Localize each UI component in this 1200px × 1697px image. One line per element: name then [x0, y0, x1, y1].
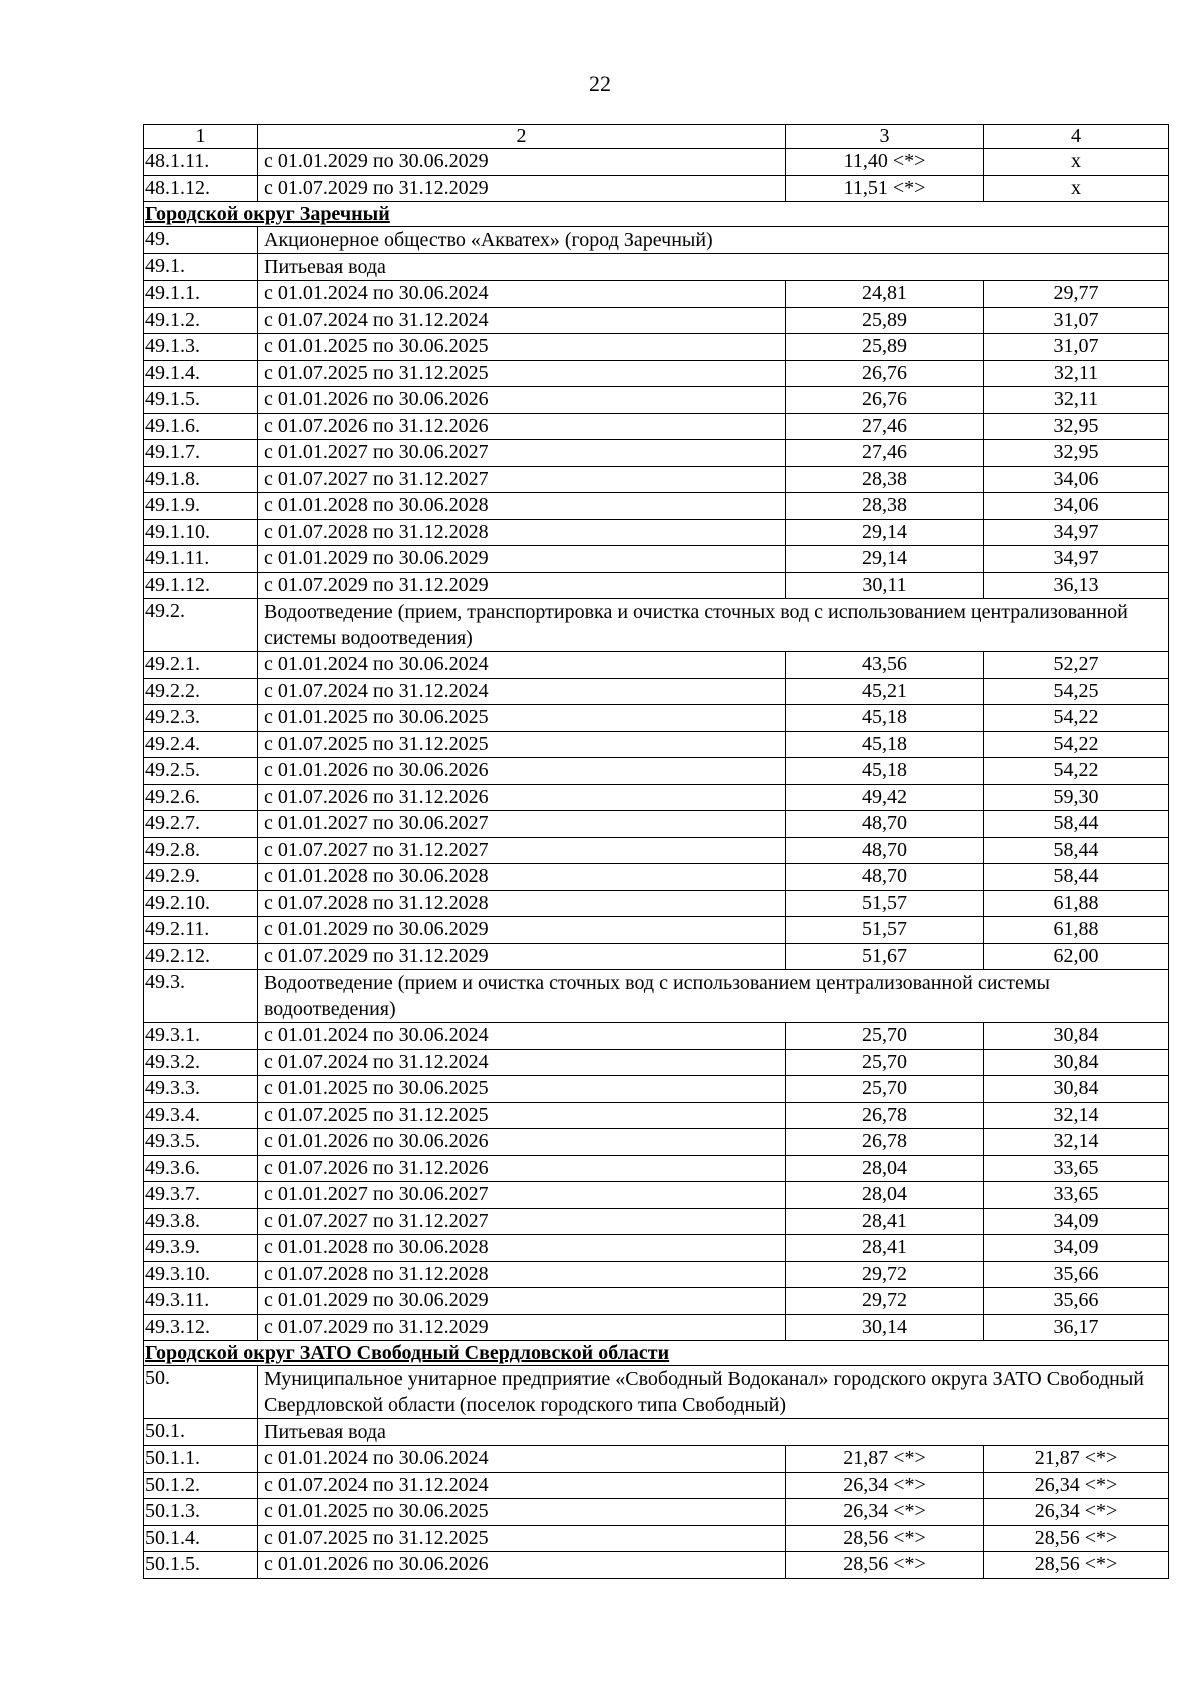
table-row	[144, 652, 1169, 679]
period-cell: с 01.01.2027 по 30.06.2027	[258, 1182, 786, 1209]
row-number: 49.3.2.	[144, 1049, 258, 1076]
table-row	[144, 1182, 1169, 1209]
period-cell: с 01.07.2024 по 31.12.2024	[258, 1472, 786, 1499]
row-number: 48.1.12.	[144, 175, 258, 202]
value-col4: 54,22	[984, 758, 1169, 785]
row-number: 49.3.	[144, 970, 258, 1023]
tariff-table-body	[144, 125, 1169, 1579]
table-row	[144, 1076, 1169, 1103]
row-number: 49.2.10.	[144, 890, 258, 917]
value-col4: 28,56 <*>	[984, 1525, 1169, 1552]
period-cell: с 01.01.2024 по 30.06.2024	[258, 1023, 786, 1050]
row-number: 49.2.5.	[144, 758, 258, 785]
table-row	[144, 1023, 1169, 1050]
row-number: 49.1.1.	[144, 281, 258, 308]
value-col4: 58,44	[984, 837, 1169, 864]
value-col3: 28,04	[786, 1182, 984, 1209]
period-cell: с 01.07.2027 по 31.12.2027	[258, 1208, 786, 1235]
period-cell: с 01.01.2027 по 30.06.2027	[258, 440, 786, 467]
value-col3: 21,87 <*>	[786, 1446, 984, 1473]
value-col4: 34,09	[984, 1208, 1169, 1235]
value-col4: 36,13	[984, 572, 1169, 599]
value-col4: 26,34 <*>	[984, 1472, 1169, 1499]
row-number: 49.3.5.	[144, 1129, 258, 1156]
table-row	[144, 546, 1169, 573]
row-number: 49.2.12.	[144, 943, 258, 970]
group-title: Акционерное общество «Акватех» (город Заречный)	[258, 227, 1169, 254]
value-col3: 30,11	[786, 572, 984, 599]
row-number: 49.3.6.	[144, 1155, 258, 1182]
row-number: 48.1.11.	[144, 149, 258, 176]
period-cell: с 01.07.2027 по 31.12.2027	[258, 837, 786, 864]
row-number: 49.2.11.	[144, 917, 258, 944]
tariff-table	[143, 124, 1169, 1579]
value-col4: 29,77	[984, 281, 1169, 308]
group-row	[144, 227, 1169, 254]
row-number: 49.2.6.	[144, 784, 258, 811]
value-col3: 26,76	[786, 387, 984, 414]
value-col4: 31,07	[984, 334, 1169, 361]
value-col3: 26,78	[786, 1102, 984, 1129]
value-col3: 51,57	[786, 917, 984, 944]
table-row	[144, 1314, 1169, 1341]
value-col3: 28,56 <*>	[786, 1525, 984, 1552]
row-number: 50.1.3.	[144, 1499, 258, 1526]
column-header-3: 3	[786, 125, 984, 149]
value-col4: 32,95	[984, 440, 1169, 467]
group-title: Водоотведение (прием и очистка сточных вод с использованием централизованной системы водоотведения)	[258, 970, 1169, 1023]
value-col4: 34,97	[984, 546, 1169, 573]
table-row	[144, 864, 1169, 891]
row-number: 49.2.4.	[144, 731, 258, 758]
table-row	[144, 705, 1169, 732]
value-col4: 26,34 <*>	[984, 1499, 1169, 1526]
row-number: 50.	[144, 1366, 258, 1419]
table-row	[144, 334, 1169, 361]
table-row	[144, 1102, 1169, 1129]
table-row	[144, 837, 1169, 864]
row-number: 49.3.12.	[144, 1314, 258, 1341]
value-col3: 45,18	[786, 758, 984, 785]
row-number: 49.2.3.	[144, 705, 258, 732]
value-col3: 26,34 <*>	[786, 1472, 984, 1499]
value-col4: 30,84	[984, 1023, 1169, 1050]
value-col3: 28,56 <*>	[786, 1552, 984, 1579]
table-row	[144, 1288, 1169, 1315]
value-col4: 32,14	[984, 1129, 1169, 1156]
row-number: 50.1.	[144, 1419, 258, 1446]
column-header-1: 1	[144, 125, 258, 149]
period-cell: с 01.07.2025 по 31.12.2025	[258, 360, 786, 387]
table-row	[144, 1261, 1169, 1288]
value-col3: 27,46	[786, 413, 984, 440]
section-title: Городской округ ЗАТО Свободный Свердловской области	[144, 1341, 1169, 1366]
row-number: 49.3.11.	[144, 1288, 258, 1315]
value-col3: 29,14	[786, 546, 984, 573]
value-col4: 34,09	[984, 1235, 1169, 1262]
column-header-4: 4	[984, 125, 1169, 149]
period-cell: с 01.01.2024 по 30.06.2024	[258, 1446, 786, 1473]
period-cell: с 01.01.2025 по 30.06.2025	[258, 334, 786, 361]
period-cell: с 01.01.2024 по 30.06.2024	[258, 281, 786, 308]
value-col4: 33,65	[984, 1182, 1169, 1209]
value-col3: 26,78	[786, 1129, 984, 1156]
table-row	[144, 149, 1169, 176]
period-cell: с 01.07.2024 по 31.12.2024	[258, 307, 786, 334]
value-col3: 25,70	[786, 1076, 984, 1103]
table-row	[144, 360, 1169, 387]
value-col3: 43,56	[786, 652, 984, 679]
table-row	[144, 387, 1169, 414]
row-number: 49.1.8.	[144, 466, 258, 493]
row-number: 49.2.2.	[144, 678, 258, 705]
table-row	[144, 466, 1169, 493]
row-number: 49.2.8.	[144, 837, 258, 864]
value-col3: 29,72	[786, 1261, 984, 1288]
row-number: 49.	[144, 227, 258, 254]
value-col3: 11,40 <*>	[786, 149, 984, 176]
value-col4: 58,44	[984, 811, 1169, 838]
group-title: Водоотведение (прием, транспортировка и очистка сточных вод с использованием централизованной системы водоотведения)	[258, 599, 1169, 652]
table-row	[144, 1552, 1169, 1579]
value-col3: 24,81	[786, 281, 984, 308]
section-row	[144, 202, 1169, 227]
row-number: 49.1.9.	[144, 493, 258, 520]
period-cell: с 01.07.2028 по 31.12.2028	[258, 890, 786, 917]
value-col4: 62,00	[984, 943, 1169, 970]
period-cell: с 01.07.2029 по 31.12.2029	[258, 572, 786, 599]
row-number: 49.1.3.	[144, 334, 258, 361]
row-number: 49.3.8.	[144, 1208, 258, 1235]
value-col4: 32,14	[984, 1102, 1169, 1129]
period-cell: с 01.01.2029 по 30.06.2029	[258, 546, 786, 573]
value-col4: 54,22	[984, 705, 1169, 732]
value-col3: 45,18	[786, 705, 984, 732]
period-cell: с 01.01.2027 по 30.06.2027	[258, 811, 786, 838]
table-row	[144, 307, 1169, 334]
period-cell: с 01.07.2027 по 31.12.2027	[258, 466, 786, 493]
value-col3: 48,70	[786, 811, 984, 838]
value-col3: 26,34 <*>	[786, 1499, 984, 1526]
value-col3: 29,14	[786, 519, 984, 546]
table-row	[144, 731, 1169, 758]
value-col3: 48,70	[786, 837, 984, 864]
table-header-row	[144, 125, 1169, 149]
period-cell: с 01.01.2026 по 30.06.2026	[258, 1129, 786, 1156]
period-cell: с 01.01.2025 по 30.06.2025	[258, 705, 786, 732]
value-col3: 11,51 <*>	[786, 175, 984, 202]
value-col4: 31,07	[984, 307, 1169, 334]
value-col3: 28,38	[786, 466, 984, 493]
row-number: 49.3.3.	[144, 1076, 258, 1103]
table-row	[144, 1525, 1169, 1552]
table-row	[144, 811, 1169, 838]
value-col4: 58,44	[984, 864, 1169, 891]
period-cell: с 01.07.2029 по 31.12.2029	[258, 943, 786, 970]
period-cell: с 01.01.2026 по 30.06.2026	[258, 387, 786, 414]
group-row	[144, 1419, 1169, 1446]
table-row	[144, 1446, 1169, 1473]
row-number: 49.1.2.	[144, 307, 258, 334]
value-col3: 28,41	[786, 1208, 984, 1235]
period-cell: с 01.01.2029 по 30.06.2029	[258, 1288, 786, 1315]
table-row	[144, 1049, 1169, 1076]
value-col4: 59,30	[984, 784, 1169, 811]
value-col3: 27,46	[786, 440, 984, 467]
row-number: 50.1.4.	[144, 1525, 258, 1552]
section-title: Городской округ Заречный	[144, 202, 1169, 227]
value-col3: 25,70	[786, 1023, 984, 1050]
row-number: 50.1.2.	[144, 1472, 258, 1499]
table-row	[144, 784, 1169, 811]
value-col4: 32,11	[984, 360, 1169, 387]
value-col4: 54,25	[984, 678, 1169, 705]
period-cell: с 01.07.2029 по 31.12.2029	[258, 1314, 786, 1341]
value-col4: х	[984, 149, 1169, 176]
period-cell: с 01.07.2026 по 31.12.2026	[258, 1155, 786, 1182]
group-row	[144, 599, 1169, 652]
table-row	[144, 519, 1169, 546]
value-col3: 28,38	[786, 493, 984, 520]
period-cell: с 01.01.2029 по 30.06.2029	[258, 149, 786, 176]
value-col3: 25,89	[786, 307, 984, 334]
value-col3: 49,42	[786, 784, 984, 811]
value-col4: 61,88	[984, 890, 1169, 917]
table-row	[144, 1235, 1169, 1262]
table-row	[144, 890, 1169, 917]
table-row	[144, 1208, 1169, 1235]
value-col4: 52,27	[984, 652, 1169, 679]
row-number: 49.1.11.	[144, 546, 258, 573]
page-number: 22	[589, 71, 611, 96]
group-row	[144, 1366, 1169, 1419]
table-row	[144, 493, 1169, 520]
group-row	[144, 970, 1169, 1023]
row-number: 49.2.7.	[144, 811, 258, 838]
value-col4: 32,95	[984, 413, 1169, 440]
value-col4: 35,66	[984, 1288, 1169, 1315]
period-cell: с 01.01.2028 по 30.06.2028	[258, 864, 786, 891]
row-number: 49.1.5.	[144, 387, 258, 414]
value-col3: 30,14	[786, 1314, 984, 1341]
table-row	[144, 572, 1169, 599]
period-cell: с 01.07.2025 по 31.12.2025	[258, 1525, 786, 1552]
group-title: Муниципальное унитарное предприятие «Свободный Водоканал» городского округа ЗАТО Свободный Свердловской области (поселок городского типа Свободный)	[258, 1366, 1169, 1419]
table-row	[144, 1155, 1169, 1182]
period-cell: с 01.07.2024 по 31.12.2024	[258, 678, 786, 705]
period-cell: с 01.07.2025 по 31.12.2025	[258, 731, 786, 758]
row-number: 49.3.7.	[144, 1182, 258, 1209]
table-row	[144, 1472, 1169, 1499]
value-col4: 54,22	[984, 731, 1169, 758]
value-col4: 21,87 <*>	[984, 1446, 1169, 1473]
period-cell: с 01.07.2026 по 31.12.2026	[258, 413, 786, 440]
value-col3: 25,70	[786, 1049, 984, 1076]
table-row	[144, 1499, 1169, 1526]
row-number: 49.2.	[144, 599, 258, 652]
group-title: Питьевая вода	[258, 254, 1169, 281]
value-col3: 29,72	[786, 1288, 984, 1315]
value-col4: 34,06	[984, 493, 1169, 520]
value-col4: 36,17	[984, 1314, 1169, 1341]
value-col3: 45,18	[786, 731, 984, 758]
value-col3: 45,21	[786, 678, 984, 705]
period-cell: с 01.01.2025 по 30.06.2025	[258, 1076, 786, 1103]
period-cell: с 01.07.2024 по 31.12.2024	[258, 1049, 786, 1076]
group-title: Питьевая вода	[258, 1419, 1169, 1446]
value-col3: 25,89	[786, 334, 984, 361]
row-number: 49.2.1.	[144, 652, 258, 679]
value-col3: 51,57	[786, 890, 984, 917]
row-number: 50.1.5.	[144, 1552, 258, 1579]
value-col4: 35,66	[984, 1261, 1169, 1288]
row-number: 49.2.9.	[144, 864, 258, 891]
row-number: 49.1.6.	[144, 413, 258, 440]
table-row	[144, 440, 1169, 467]
row-number: 49.3.1.	[144, 1023, 258, 1050]
table-row	[144, 1129, 1169, 1156]
value-col4: 30,84	[984, 1076, 1169, 1103]
period-cell: с 01.07.2029 по 31.12.2029	[258, 175, 786, 202]
row-number: 49.3.9.	[144, 1235, 258, 1262]
row-number: 49.1.4.	[144, 360, 258, 387]
value-col3: 48,70	[786, 864, 984, 891]
value-col4: 34,06	[984, 466, 1169, 493]
value-col4: 34,97	[984, 519, 1169, 546]
row-number: 50.1.1.	[144, 1446, 258, 1473]
period-cell: с 01.07.2025 по 31.12.2025	[258, 1102, 786, 1129]
value-col4: х	[984, 175, 1169, 202]
value-col4: 32,11	[984, 387, 1169, 414]
value-col3: 28,04	[786, 1155, 984, 1182]
period-cell: с 01.01.2028 по 30.06.2028	[258, 1235, 786, 1262]
value-col4: 30,84	[984, 1049, 1169, 1076]
table-row	[144, 943, 1169, 970]
table-row	[144, 175, 1169, 202]
table-row	[144, 917, 1169, 944]
row-number: 49.1.10.	[144, 519, 258, 546]
period-cell: с 01.01.2026 по 30.06.2026	[258, 758, 786, 785]
row-number: 49.3.10.	[144, 1261, 258, 1288]
period-cell: с 01.01.2026 по 30.06.2026	[258, 1552, 786, 1579]
row-number: 49.1.7.	[144, 440, 258, 467]
period-cell: с 01.07.2026 по 31.12.2026	[258, 784, 786, 811]
row-number: 49.3.4.	[144, 1102, 258, 1129]
table-row	[144, 281, 1169, 308]
row-number: 49.1.12.	[144, 572, 258, 599]
period-cell: с 01.01.2024 по 30.06.2024	[258, 652, 786, 679]
row-number: 49.1.	[144, 254, 258, 281]
table-row	[144, 678, 1169, 705]
value-col3: 26,76	[786, 360, 984, 387]
table-row	[144, 758, 1169, 785]
section-row	[144, 1341, 1169, 1366]
period-cell: с 01.01.2029 по 30.06.2029	[258, 917, 786, 944]
value-col4: 28,56 <*>	[984, 1552, 1169, 1579]
period-cell: с 01.07.2028 по 31.12.2028	[258, 519, 786, 546]
value-col4: 61,88	[984, 917, 1169, 944]
period-cell: с 01.01.2028 по 30.06.2028	[258, 493, 786, 520]
group-row	[144, 254, 1169, 281]
value-col4: 33,65	[984, 1155, 1169, 1182]
column-header-2: 2	[258, 125, 786, 149]
value-col3: 28,41	[786, 1235, 984, 1262]
table-row	[144, 413, 1169, 440]
period-cell: с 01.01.2025 по 30.06.2025	[258, 1499, 786, 1526]
value-col3: 51,67	[786, 943, 984, 970]
period-cell: с 01.07.2028 по 31.12.2028	[258, 1261, 786, 1288]
